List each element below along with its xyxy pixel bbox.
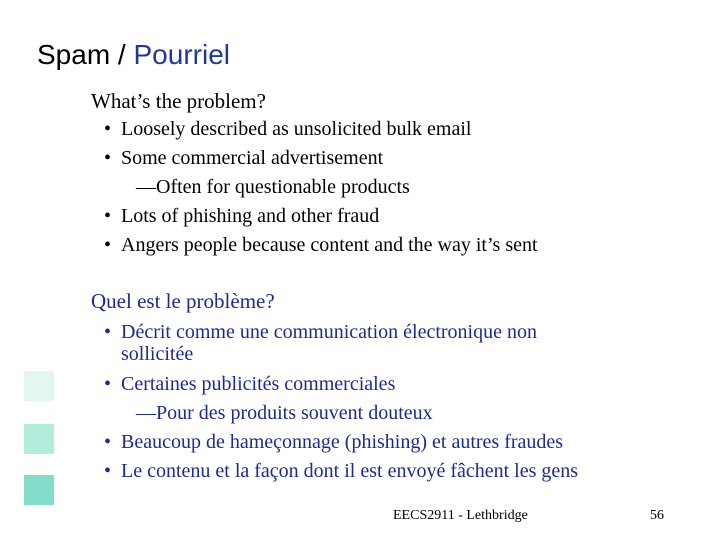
english-bullet-4-text: Angers people because content and the way it’s sent xyxy=(121,234,538,256)
french-bullet-3 xyxy=(104,431,563,453)
french-bullet-1-text: Décrit comme une communication électronique non xyxy=(121,321,537,343)
english-bullet-2 xyxy=(104,147,383,169)
english-heading: What’s the problem? xyxy=(91,89,266,113)
french-bullet-1-continuation: sollicitée xyxy=(121,343,194,365)
decorative-square-dark xyxy=(24,475,54,505)
footer-course: EECS2911 - Lethbridge xyxy=(393,508,528,523)
decorative-square-medium xyxy=(24,424,54,454)
page-number: 56 xyxy=(650,508,664,523)
english-bullet-4 xyxy=(104,234,538,256)
english-bullet-2-text: Some commercial advertisement xyxy=(121,147,384,169)
bullet-dot: • xyxy=(104,147,112,169)
french-heading: Quel est le problème? xyxy=(91,289,275,313)
english-bullet-3-text: Lots of phishing and other fraud xyxy=(121,205,380,227)
english-bullet-1-text: Loosely described as unsolicited bulk email xyxy=(121,118,472,140)
bullet-dot: • xyxy=(104,118,112,140)
french-bullet-3-text: Beaucoup de hameçonnage (phishing) et autres fraudes xyxy=(121,431,564,453)
french-bullet-2 xyxy=(104,373,395,395)
french-bullet-4 xyxy=(104,460,578,482)
title-english: Spam xyxy=(37,39,111,70)
bullet-dot: • xyxy=(104,460,112,482)
french-bullet-2-text: Certaines publicités commerciales xyxy=(121,373,396,395)
bullet-dot: • xyxy=(104,205,112,227)
english-sub-bullet: —Often for questionable products xyxy=(136,176,410,198)
decorative-square-light xyxy=(24,371,54,401)
slide-title xyxy=(37,38,230,72)
french-sub-bullet: —Pour des produits souvent douteux xyxy=(136,402,433,424)
english-bullet-3 xyxy=(104,205,379,227)
bullet-dot: • xyxy=(104,321,112,343)
french-bullet-1 xyxy=(104,321,537,343)
title-separator: / xyxy=(110,39,134,70)
bullet-dot: • xyxy=(104,431,112,453)
bullet-dot: • xyxy=(104,373,112,395)
english-bullet-1 xyxy=(104,118,471,140)
french-bullet-4-text: Le contenu et la façon dont il est envoyé fâchent les gens xyxy=(121,460,579,482)
bullet-dot: • xyxy=(104,234,112,256)
title-french: Pourriel xyxy=(133,39,230,70)
